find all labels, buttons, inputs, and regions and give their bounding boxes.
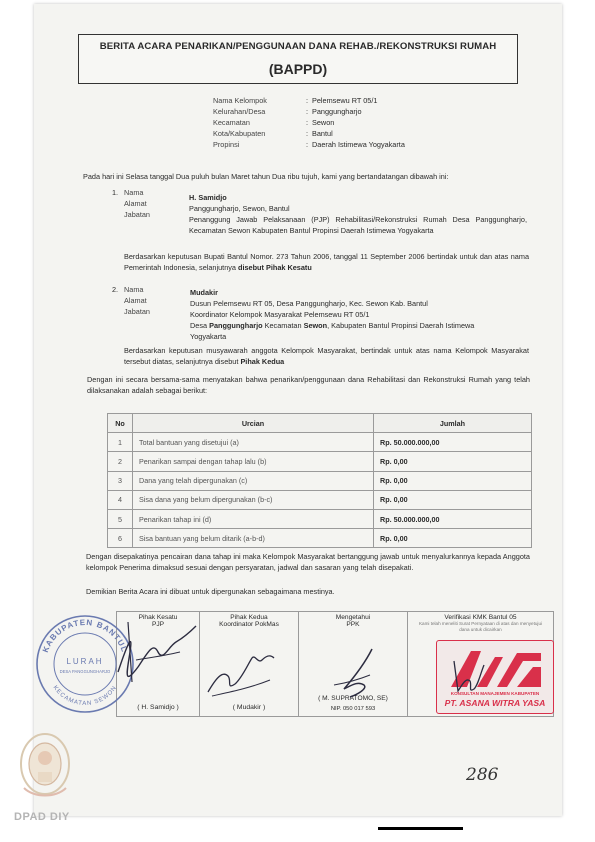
row-number: 1 (108, 433, 133, 452)
person-address: Panggungharjo, Sewon, Bantul (189, 204, 290, 213)
row-description: Dana yang telah dipergunakan (c) (133, 471, 374, 490)
row-amount: Rp. 0,00 (374, 471, 532, 490)
info-label: Propinsi (213, 140, 240, 149)
column-header-no: No (108, 414, 133, 433)
signature-nip: NIP. 050 017 593 (330, 706, 376, 712)
basis-party: disebut Pihak Kesatu (238, 262, 312, 272)
position-label: Jabatan (124, 307, 150, 316)
stamp-bottom-text: KECAMATAN SEWON (51, 684, 119, 708)
info-value: Sewon (312, 118, 335, 127)
basis-text: Berdasarkan keputusan musyawarah anggota Kelompok Masyarakat, bertindak untuk atas nama Kelompok Masyarakat tersebut diatas, selanjutnya disebut (124, 346, 529, 366)
position-district: Sewon (303, 321, 328, 330)
closing-text: Dengan disepakatinya pencairan dana tahap ini maka Kelompok Masyarakat bertanggung jawab untuk menyalurkannya kepada Anggota kelompok Penerima dimaksud sesuai dengan persyaratan, jadwal dan sasaran yang telah disepakati. (86, 552, 530, 572)
person-number: 1. (112, 188, 119, 197)
signature-role: PPK (346, 621, 360, 628)
person-name: H. Samidjo (189, 193, 227, 202)
row-amount: Rp. 0,00 (374, 490, 532, 509)
agreement-text: Dengan ini secara bersama-sama menyatakan bahwa penarikan/penggunaan dana Rehabilitasi dan Rekonstruksi Rumah yang telah dilaksanakan adalah sebagai berikut: (87, 375, 530, 395)
verification-note: Kami telah meneliti Surat Pernyataan di atas dan menyetujui dana untuk dicairkan (418, 621, 543, 632)
basis-party: Pihak Kedua (240, 356, 285, 366)
row-description: Total bantuan yang disetujui (a) (133, 433, 374, 452)
person-number: 2. (112, 285, 119, 294)
row-description: Penarikan tahap ini (d) (133, 509, 374, 528)
info-colon: : (306, 140, 309, 149)
column-header-amount: Jumlah (374, 414, 532, 433)
position-label: Jabatan (124, 210, 150, 219)
watermark-text: DPAD DIY (14, 811, 70, 823)
table-row (108, 529, 532, 548)
table-row (108, 509, 532, 528)
signature-name: ( Mudakir ) (232, 704, 266, 711)
row-amount: Rp. 50.000.000,00 (374, 433, 532, 452)
address-label: Alamat (124, 296, 147, 305)
stamp-ring-text: KABUPATEN BANTUL (40, 617, 130, 654)
person-position-line2 (190, 321, 530, 332)
info-colon: : (306, 129, 309, 138)
row-amount: Rp. 50.000.000,00 (374, 509, 532, 528)
row-number: 4 (108, 490, 133, 509)
closing-statement: Demikian Berita Acara ini dibuat untuk dipergunakan sebagaimana mestinya. (86, 587, 335, 596)
info-label: Kota/Kabupaten (213, 129, 266, 138)
document-abbreviation: (BAPPD) (268, 61, 328, 77)
table-row (108, 490, 532, 509)
document-title: BERITA ACARA PENARIKAN/PENGGUNAAN DANA REHAB./REKONSTRUKSI RUMAH (99, 41, 497, 52)
position-village: Panggungharjo (209, 321, 263, 330)
signature-pjp-scribble (108, 612, 208, 702)
signature-role: Koordinator PokMas (219, 621, 279, 628)
person-basis (124, 346, 529, 367)
company-stamp-name: PT. ASANA WITRA YASA (444, 698, 546, 708)
info-label: Nama Kelompok (213, 96, 267, 105)
signature-ppk-scribble (326, 645, 386, 700)
info-value: Daerah Istimewa Yogyakarta (312, 140, 405, 149)
title-box (78, 34, 518, 84)
fund-table (107, 413, 532, 548)
info-colon: : (306, 118, 309, 127)
info-colon: : (306, 107, 309, 116)
signature-coordinator-scribble (200, 640, 280, 700)
info-colon: : (306, 96, 309, 105)
table-row (108, 471, 532, 490)
archive-emblem-icon (14, 728, 76, 804)
person-position: Koordinator Kelompok Masyarakat Pelemsewu RT 05/1 (190, 310, 370, 319)
signature-title: Pihak Kedua (230, 614, 268, 621)
address-label: Alamat (124, 199, 147, 208)
table-header-row (108, 414, 532, 433)
row-description: Sisa bantuan yang belum ditarik (a-b-d) (133, 529, 374, 548)
position-comma: , (327, 321, 330, 330)
person-address: Dusun Pelemsewu RT 05, Desa Panggungharjo, Kec. Sewon Kab. Bantul (190, 299, 428, 308)
info-label: Kelurahan/Desa (213, 107, 266, 116)
column-header-description: Urcian (133, 414, 374, 433)
signature-title: Mengetahui (335, 614, 371, 621)
name-label: Nama (124, 188, 144, 197)
info-value: Pelemsewu RT 05/1 (312, 96, 378, 105)
row-amount: Rp. 0,00 (374, 529, 532, 548)
basis-text: Berdasarkan keputusan Bupati Bantul Nomor. 273 Tahun 2006, tanggal 11 September 2006 bertindak untuk dan atas nama Pemerintah Indonesia, selanjutnya (124, 252, 529, 272)
table-row (108, 452, 532, 471)
position-text: Desa (190, 321, 208, 330)
info-value: Bantul (312, 129, 333, 138)
signature-name: ( M. SUPRATOMO, SE) (318, 695, 388, 702)
table-row (108, 433, 532, 452)
position-text: Kabupaten Bantul Propinsi Daerah Istimewa (331, 321, 475, 330)
name-label: Nama (124, 285, 144, 294)
info-value: Panggungharjo (312, 107, 362, 116)
row-description: Sisa dana yang belum dipergunakan (b-c) (133, 490, 374, 509)
info-label: Kecamatan (213, 118, 250, 127)
page-number: 286 (466, 765, 499, 785)
bottom-bar (378, 827, 463, 830)
person-position-line3: Yogyakarta (190, 332, 227, 341)
stamp-center-title: LURAH (66, 657, 104, 666)
person-basis (124, 252, 529, 273)
verification-signature-scribble (448, 655, 488, 700)
position-text: Kecamatan (264, 321, 302, 330)
person-name: Mudakir (190, 288, 218, 297)
signature-title: Verifikasi KMK Bantul 05 (444, 614, 517, 621)
signature-title: Pihak Kesatu (138, 614, 178, 621)
row-number: 2 (108, 452, 133, 471)
row-number: 3 (108, 471, 133, 490)
row-number: 6 (108, 529, 133, 548)
person-position: Penanggung Jawab Pelaksanaan (PJP) Rehabilitasi/Rekonstruksi Rumah Desa Panggungharjo, Kecamatan Sewon Kabupaten Bantul Propinsi Daerah Istimewa Yogyakarta (189, 215, 527, 235)
row-description: Penarikan sampai dengan tahap lalu (b) (133, 452, 374, 471)
company-stamp-caption: KONSULTAN MANAJEMEN KABUPATEN (450, 691, 540, 696)
intro-text: Pada hari ini Selasa tanggal Dua puluh bulan Maret tahun Dua ribu tujuh, kami yang bertandatangan dibawah ini: (83, 172, 449, 181)
signature-name: ( H. Samidjo ) (137, 704, 179, 711)
row-amount: Rp. 0,00 (374, 452, 532, 471)
row-number: 5 (108, 509, 133, 528)
signature-role: PJP (151, 621, 165, 628)
stamp-center-subtitle: DESA PANGGUNGHARJO (59, 669, 111, 674)
